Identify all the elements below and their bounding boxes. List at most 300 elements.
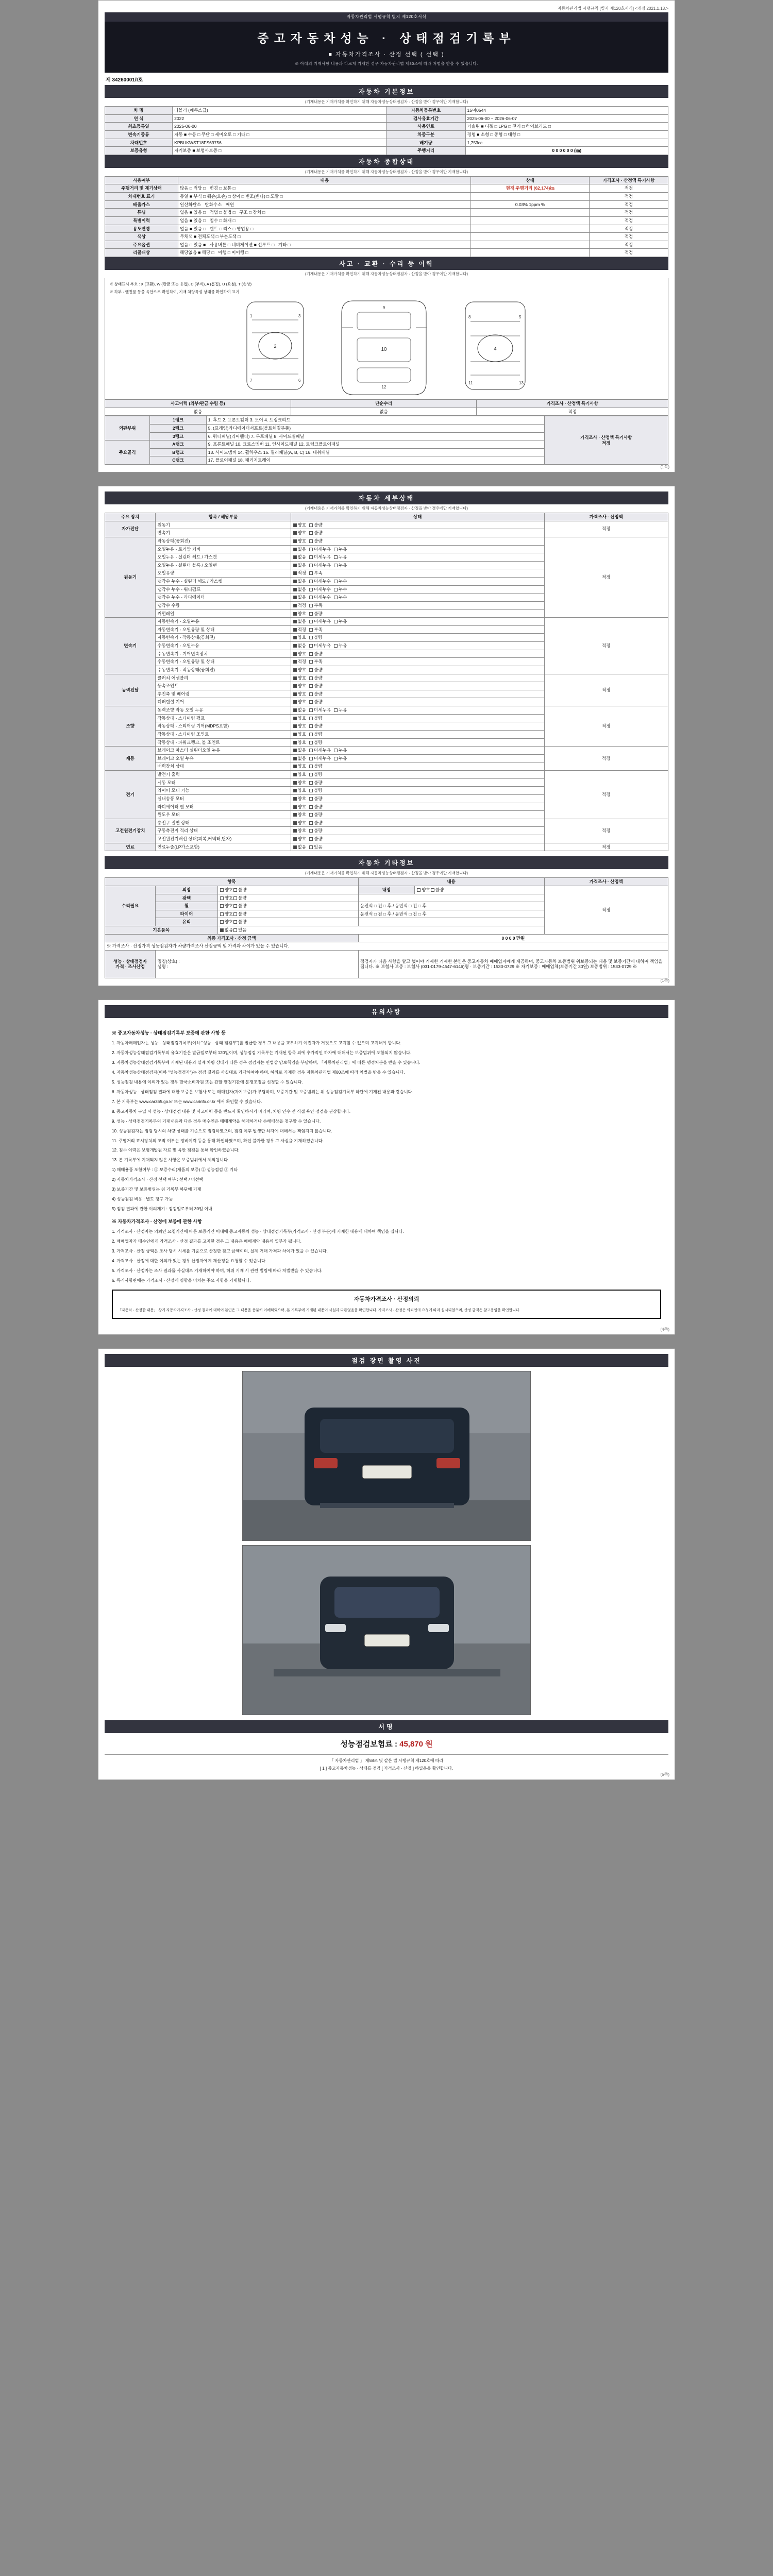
option-checkbox[interactable] bbox=[293, 723, 306, 729]
notice-item: 7. 본 기록부는 www.car365.go.kr 또는 www.carinfo.or.kr 에서 확인할 수 있습니다. bbox=[112, 1099, 262, 1104]
item-basic-equipment: 기본품목 bbox=[105, 926, 218, 935]
option-item[interactable]: 없음 ■ 있음 □ bbox=[180, 210, 206, 215]
wheel-position[interactable]: 운전석 □ 전 □ 후 / 동반석 □ 전 □ 후 bbox=[358, 902, 544, 910]
checkbox-icon[interactable] bbox=[309, 708, 313, 712]
option-checkbox[interactable] bbox=[333, 748, 347, 753]
option-checkbox[interactable] bbox=[293, 788, 306, 793]
option-checkbox[interactable] bbox=[293, 836, 306, 842]
option-item[interactable]: 기타 □ bbox=[278, 242, 291, 247]
checkbox-icon[interactable] bbox=[309, 652, 313, 656]
option-checkbox[interactable] bbox=[309, 828, 322, 834]
option-checkbox[interactable] bbox=[309, 683, 322, 689]
option-checkbox[interactable] bbox=[333, 595, 347, 600]
option-checkbox[interactable] bbox=[309, 611, 322, 617]
detail-item-options[interactable] bbox=[291, 594, 544, 602]
option-item[interactable]: 변경 □ 보통 □ bbox=[209, 185, 236, 191]
detail-item-options[interactable] bbox=[291, 537, 544, 545]
declaration-box bbox=[112, 1290, 661, 1319]
option-checkbox[interactable] bbox=[309, 812, 322, 818]
checkbox-icon[interactable] bbox=[309, 797, 313, 801]
checkbox-icon[interactable] bbox=[293, 805, 297, 809]
checkbox-icon[interactable] bbox=[309, 604, 313, 607]
option-checkbox[interactable] bbox=[333, 756, 347, 761]
checkbox-icon[interactable] bbox=[309, 531, 313, 535]
option-checkbox[interactable] bbox=[309, 732, 322, 737]
option-checkbox[interactable] bbox=[309, 595, 331, 600]
option-label: 불량 bbox=[314, 795, 323, 801]
option-label: 양호 bbox=[297, 731, 307, 737]
detail-item-options[interactable] bbox=[291, 642, 544, 650]
option-label: 양호 bbox=[297, 764, 307, 769]
checkbox-icon[interactable] bbox=[293, 765, 297, 768]
option-checkbox[interactable] bbox=[333, 563, 347, 568]
option-checkbox[interactable] bbox=[309, 772, 322, 777]
option-checkbox[interactable] bbox=[293, 554, 306, 560]
option-checkbox[interactable] bbox=[293, 530, 306, 536]
option-checkbox[interactable] bbox=[309, 603, 322, 608]
option-checkbox[interactable] bbox=[293, 764, 306, 769]
interior-options[interactable]: 양호 불량 bbox=[415, 886, 544, 894]
option-checkbox[interactable] bbox=[309, 740, 322, 745]
checkbox-icon[interactable] bbox=[293, 548, 297, 551]
declaration-body: 「자동차 · 산정한 내용」 상기 자동차가격조사 · 산정 결과에 대하여 본인은 그 내용을 충분히 이해하였으며, 본 기록부에 기재된 내용이 사실과 다름없음을 확인합니다. 가격조사 · 산정은 의뢰인의 요청에 따라 실시되었으며, 산정 금액은 참고용임을 확인합니다. bbox=[118, 1308, 520, 1312]
checkbox-icon[interactable] bbox=[334, 749, 338, 752]
option-checkbox[interactable] bbox=[293, 579, 306, 584]
detail-item-options[interactable] bbox=[291, 819, 544, 827]
option-item[interactable]: 구조 □ 장치 □ bbox=[239, 210, 265, 215]
checkbox-icon[interactable] bbox=[309, 660, 313, 664]
detail-item-options[interactable] bbox=[291, 674, 544, 682]
row-note: 적정 bbox=[589, 184, 668, 193]
detail-item-options[interactable] bbox=[291, 529, 544, 537]
checkbox-icon[interactable] bbox=[293, 588, 297, 591]
detail-item-label: 구동축전지 격리 상태 bbox=[156, 827, 291, 835]
row-options[interactable]: 무채색 ■ 전체도색 □ 부분도색 □ bbox=[178, 233, 471, 241]
option-checkbox[interactable] bbox=[293, 844, 306, 850]
svg-text:2: 2 bbox=[274, 344, 277, 349]
option-checkbox[interactable] bbox=[309, 756, 331, 761]
detail-item-label: 라디에이터 팬 모터 bbox=[156, 803, 291, 811]
option-checkbox[interactable] bbox=[293, 603, 306, 608]
detail-item-options[interactable] bbox=[291, 706, 544, 715]
checkbox-icon[interactable] bbox=[309, 571, 313, 575]
option-checkbox[interactable] bbox=[309, 667, 322, 673]
option-checkbox[interactable] bbox=[293, 732, 306, 737]
detail-item-options[interactable] bbox=[291, 682, 544, 690]
checkbox-icon[interactable] bbox=[293, 829, 297, 833]
option-checkbox[interactable] bbox=[293, 651, 306, 657]
checkbox-icon[interactable] bbox=[309, 749, 313, 752]
checkbox-icon[interactable] bbox=[293, 845, 297, 849]
option-checkbox[interactable] bbox=[293, 659, 306, 665]
checkbox-icon[interactable] bbox=[309, 620, 313, 623]
detail-item-options[interactable] bbox=[291, 521, 544, 529]
option-label: 미세누유 bbox=[314, 619, 331, 624]
option-label: 미세누유 bbox=[314, 562, 331, 568]
detail-item-options[interactable] bbox=[291, 698, 544, 706]
option-checkbox[interactable] bbox=[333, 707, 347, 713]
checkbox-icon[interactable] bbox=[293, 652, 297, 656]
option-checkbox[interactable] bbox=[293, 538, 306, 544]
option-checkbox[interactable] bbox=[293, 748, 306, 753]
option-checkbox[interactable] bbox=[333, 587, 347, 592]
option-checkbox[interactable] bbox=[333, 554, 347, 560]
detail-item-options[interactable] bbox=[291, 787, 544, 795]
checkbox-icon[interactable] bbox=[293, 620, 297, 623]
option-checkbox[interactable] bbox=[293, 772, 306, 777]
detail-item-options[interactable] bbox=[291, 747, 544, 755]
table-row bbox=[105, 216, 668, 225]
detail-item-options[interactable] bbox=[291, 714, 544, 722]
exterior-options[interactable]: 양호 불량 bbox=[217, 886, 358, 894]
option-checkbox[interactable] bbox=[293, 667, 306, 673]
cell-label: 최초등록일 bbox=[105, 123, 173, 131]
option-checkbox[interactable] bbox=[309, 579, 331, 584]
svg-text:9: 9 bbox=[382, 306, 385, 310]
option-label: 부족 bbox=[314, 602, 323, 608]
checkbox-icon[interactable] bbox=[309, 564, 313, 567]
photo-front-view bbox=[243, 1546, 531, 1715]
checkbox-icon[interactable] bbox=[334, 708, 338, 712]
checkbox-icon[interactable] bbox=[293, 837, 297, 841]
checkbox-icon[interactable] bbox=[334, 620, 338, 623]
option-checkbox[interactable] bbox=[309, 699, 322, 705]
notice-body bbox=[105, 1018, 668, 1327]
detail-item-options[interactable] bbox=[291, 650, 544, 658]
detail-item-options[interactable] bbox=[291, 625, 544, 634]
checkbox-icon[interactable] bbox=[293, 724, 297, 728]
option-checkbox[interactable] bbox=[309, 538, 322, 544]
checkbox-icon[interactable] bbox=[293, 628, 297, 632]
option-checkbox[interactable] bbox=[309, 804, 322, 810]
inspector-name-field[interactable] bbox=[156, 950, 358, 978]
option-checkbox[interactable] bbox=[309, 651, 322, 657]
detail-item-options[interactable] bbox=[291, 618, 544, 626]
option-checkbox[interactable] bbox=[333, 619, 347, 624]
checkbox-icon[interactable] bbox=[309, 548, 313, 551]
option-item[interactable]: 많음 □ 적당 □ bbox=[180, 185, 206, 191]
detail-item-options[interactable] bbox=[291, 601, 544, 609]
checkbox-icon[interactable] bbox=[293, 749, 297, 752]
notice-item-2: 2. 매매업자가 매수인에게 가격조사 · 산정 결과를 고지한 경우 그 내용은 매매계약 내용의 일부가 됩니다. bbox=[112, 1239, 301, 1244]
svg-text:1: 1 bbox=[250, 314, 253, 318]
checkbox-icon[interactable] bbox=[309, 588, 313, 591]
detail-item-options[interactable] bbox=[291, 585, 544, 594]
group-label-outer-panel: 외판부위 bbox=[105, 416, 150, 440]
checkbox-icon[interactable] bbox=[293, 604, 297, 607]
option-item[interactable]: 렌트 □ 리스 □ 영업용 □ bbox=[209, 226, 254, 231]
checkbox-icon[interactable] bbox=[293, 692, 297, 696]
checkbox-icon[interactable] bbox=[293, 571, 297, 575]
checkbox-icon[interactable] bbox=[309, 700, 313, 704]
checkbox-icon[interactable] bbox=[309, 789, 313, 792]
checkbox-icon[interactable] bbox=[293, 700, 297, 704]
checkbox-icon[interactable] bbox=[293, 668, 297, 672]
row-label: 특별이력 bbox=[105, 216, 178, 225]
checkbox-icon[interactable] bbox=[293, 660, 297, 664]
option-checkbox[interactable] bbox=[309, 764, 322, 769]
checkbox-icon[interactable] bbox=[309, 612, 313, 616]
option-checkbox[interactable] bbox=[293, 619, 306, 624]
notice-item: 4. 자동차성능상태점검자(이하 "성능점검자")는 점검 결과를 사실대로 기재하여야 하며, 허위로 기재한 경우 자동차관리법 제80조에 따라 처벌을 받을 수 있습니다. bbox=[112, 1070, 405, 1075]
checkbox-icon[interactable] bbox=[309, 692, 313, 696]
detail-group-label: 고전원전기장치 bbox=[105, 819, 156, 843]
option-checkbox[interactable] bbox=[293, 828, 306, 834]
checkbox-icon[interactable] bbox=[334, 555, 338, 559]
checkbox-icon[interactable] bbox=[293, 555, 297, 559]
option-checkbox[interactable] bbox=[293, 780, 306, 786]
option-label: 불량 bbox=[314, 635, 323, 640]
option-item[interactable]: 침수 □ 화재 □ bbox=[209, 217, 236, 223]
detail-item-options[interactable] bbox=[291, 811, 544, 819]
option-checkbox[interactable] bbox=[293, 587, 306, 592]
option-checkbox[interactable] bbox=[309, 723, 322, 729]
option-checkbox[interactable] bbox=[309, 619, 331, 624]
row-note: 적정 bbox=[589, 200, 668, 209]
detail-item-options[interactable] bbox=[291, 754, 544, 762]
option-checkbox[interactable] bbox=[293, 691, 306, 697]
checkbox-icon[interactable] bbox=[309, 733, 313, 736]
checkbox-icon[interactable] bbox=[293, 636, 297, 639]
checkbox-icon[interactable] bbox=[309, 741, 313, 744]
detail-item-options[interactable] bbox=[291, 778, 544, 787]
checkbox-icon[interactable] bbox=[293, 612, 297, 616]
checkbox-icon[interactable] bbox=[309, 724, 313, 728]
option-checkbox[interactable] bbox=[309, 796, 322, 802]
checkbox-icon[interactable] bbox=[293, 797, 297, 801]
checkbox-icon[interactable] bbox=[309, 773, 313, 776]
row-options[interactable]: 동일 ■ 부식 □ 훼손(오손) □ 상이 □ 변조(변타) □ 도말 □ bbox=[178, 193, 471, 201]
option-checkbox[interactable] bbox=[293, 820, 306, 826]
checkbox-icon[interactable] bbox=[309, 765, 313, 768]
checkbox-icon[interactable] bbox=[334, 564, 338, 567]
checkbox-icon[interactable] bbox=[293, 773, 297, 776]
option-checkbox[interactable] bbox=[333, 643, 347, 649]
checkbox-icon[interactable] bbox=[293, 789, 297, 792]
option-checkbox[interactable] bbox=[309, 547, 331, 552]
detail-item-options[interactable] bbox=[291, 569, 544, 578]
option-checkbox[interactable] bbox=[309, 844, 322, 850]
option-checkbox[interactable] bbox=[293, 635, 306, 640]
option-checkbox[interactable] bbox=[293, 563, 306, 568]
page-subtitle: ■ 자동차가격조사 · 산정 선택 ( 선택 ) bbox=[328, 52, 445, 58]
option-checkbox[interactable] bbox=[333, 579, 347, 584]
checkbox-icon[interactable] bbox=[309, 628, 313, 632]
detail-item-options[interactable] bbox=[291, 803, 544, 811]
option-item[interactable]: 해당없음 ■ 해당 □ bbox=[180, 250, 214, 256]
option-checkbox[interactable] bbox=[293, 570, 306, 576]
checkbox-icon[interactable] bbox=[293, 564, 297, 567]
detail-item-label: 자동변속기 - 오일유량 및 상태 bbox=[156, 625, 291, 634]
option-label: 적정 bbox=[297, 659, 307, 665]
checkbox-icon[interactable] bbox=[309, 636, 313, 639]
checkbox-icon[interactable] bbox=[293, 580, 297, 583]
option-label: 불량 bbox=[314, 788, 323, 793]
checkbox-icon[interactable] bbox=[309, 845, 313, 849]
table-header-row bbox=[105, 878, 668, 886]
option-checkbox[interactable] bbox=[309, 820, 322, 826]
table-row bbox=[105, 747, 668, 755]
checkbox-icon[interactable] bbox=[334, 644, 338, 648]
detail-item-options[interactable] bbox=[291, 666, 544, 674]
checkbox-icon[interactable] bbox=[293, 596, 297, 599]
checkbox-icon[interactable] bbox=[309, 644, 313, 648]
checkbox-icon[interactable] bbox=[293, 676, 297, 680]
option-checkbox[interactable] bbox=[293, 756, 306, 761]
option-checkbox[interactable] bbox=[309, 587, 331, 592]
checkbox-icon[interactable] bbox=[334, 580, 338, 583]
detail-item-options[interactable] bbox=[291, 730, 544, 738]
checkbox-icon[interactable] bbox=[309, 676, 313, 680]
detail-item-options[interactable] bbox=[291, 634, 544, 642]
option-checkbox[interactable] bbox=[293, 595, 306, 600]
checkbox-icon[interactable] bbox=[309, 717, 313, 720]
option-checkbox[interactable] bbox=[293, 740, 306, 745]
checkbox-icon[interactable] bbox=[309, 580, 313, 583]
detail-item-options[interactable] bbox=[291, 843, 544, 851]
option-checkbox[interactable] bbox=[309, 530, 322, 536]
option-checkbox[interactable] bbox=[293, 643, 306, 649]
checkbox-icon[interactable] bbox=[334, 548, 338, 551]
checkbox-icon[interactable] bbox=[309, 837, 313, 841]
option-checkbox[interactable] bbox=[309, 563, 331, 568]
option-item[interactable]: 이행 □ 미이행 □ bbox=[218, 250, 248, 256]
checkbox-icon[interactable] bbox=[293, 523, 297, 527]
option-label: 없음 bbox=[297, 562, 307, 568]
detail-item-options[interactable] bbox=[291, 722, 544, 731]
detail-item-options[interactable] bbox=[291, 545, 544, 553]
checkbox-icon[interactable] bbox=[309, 805, 313, 809]
detail-item-label: 동력조향 작동 오일 누유 bbox=[156, 706, 291, 715]
wheel-options[interactable]: 양호 불량 bbox=[217, 902, 358, 910]
checkbox-icon[interactable] bbox=[309, 523, 313, 527]
option-checkbox[interactable] bbox=[309, 627, 322, 633]
inspector-label-text: 성능 · 상태점검자 bbox=[113, 958, 147, 964]
checkbox-icon[interactable] bbox=[293, 821, 297, 825]
checkbox-icon[interactable] bbox=[309, 757, 313, 760]
glass-options[interactable]: 양호 불량 bbox=[217, 918, 358, 926]
option-checkbox[interactable] bbox=[293, 627, 306, 633]
table-row bbox=[105, 147, 668, 155]
detail-item-options[interactable] bbox=[291, 738, 544, 747]
checkbox-icon[interactable] bbox=[293, 531, 297, 535]
detail-item-options[interactable] bbox=[291, 690, 544, 698]
item-wheel: 휠 bbox=[156, 902, 217, 910]
polish-options[interactable]: 양호 불량 bbox=[217, 894, 358, 902]
parts-list: 17. 플로어패널 18. 패키지트레이 bbox=[206, 456, 544, 465]
checkbox-icon[interactable] bbox=[293, 741, 297, 744]
option-item[interactable]: 사용버튼 □ 네비게이션 ■ 선루프 □ bbox=[209, 242, 275, 247]
table-row bbox=[105, 184, 668, 193]
detail-item-options[interactable] bbox=[291, 561, 544, 569]
option-checkbox[interactable] bbox=[309, 780, 322, 786]
checkbox-icon[interactable] bbox=[309, 813, 313, 817]
option-checkbox[interactable] bbox=[293, 611, 306, 617]
option-checkbox[interactable] bbox=[293, 707, 306, 713]
option-checkbox[interactable] bbox=[309, 643, 331, 649]
checkbox-icon[interactable] bbox=[309, 539, 313, 543]
option-checkbox[interactable] bbox=[293, 547, 306, 552]
option-checkbox[interactable] bbox=[293, 796, 306, 802]
option-label: 누수 bbox=[338, 579, 347, 584]
checkbox-icon[interactable] bbox=[309, 821, 313, 825]
option-item[interactable]: 없음 □ 있음 ■ bbox=[180, 242, 206, 247]
option-checkbox[interactable] bbox=[309, 836, 322, 842]
option-checkbox[interactable] bbox=[293, 812, 306, 818]
tire-position[interactable]: 운전석 □ 전 □ 후 / 동반석 □ 전 □ 후 bbox=[358, 910, 544, 918]
option-checkbox[interactable] bbox=[309, 716, 322, 721]
option-item[interactable]: 없음 ■ 있음 □ bbox=[180, 217, 206, 223]
option-item[interactable]: 적법 □ 불법 □ bbox=[209, 210, 236, 215]
detail-item-options[interactable] bbox=[291, 553, 544, 562]
detail-item-options[interactable] bbox=[291, 835, 544, 843]
option-checkbox[interactable] bbox=[309, 788, 322, 793]
page-title: 중고자동차성능 · 상태점검기록부 bbox=[257, 31, 516, 45]
checkbox-icon[interactable] bbox=[334, 596, 338, 599]
checkbox-icon[interactable] bbox=[309, 829, 313, 833]
checkbox-icon[interactable] bbox=[293, 717, 297, 720]
option-checkbox[interactable] bbox=[309, 675, 322, 681]
checkbox-icon[interactable] bbox=[309, 781, 313, 785]
option-checkbox[interactable] bbox=[293, 675, 306, 681]
checkbox-icon[interactable] bbox=[309, 555, 313, 559]
option-checkbox[interactable] bbox=[309, 659, 322, 665]
checkbox-icon[interactable] bbox=[293, 539, 297, 543]
detail-item-options[interactable] bbox=[291, 578, 544, 586]
detail-item-options[interactable] bbox=[291, 771, 544, 779]
option-checkbox[interactable] bbox=[293, 699, 306, 705]
option-checkbox[interactable] bbox=[293, 716, 306, 721]
detail-item-options[interactable] bbox=[291, 658, 544, 666]
tire-options[interactable]: 양호 불량 bbox=[217, 910, 358, 918]
detail-item-options[interactable] bbox=[291, 794, 544, 803]
checkbox-icon[interactable] bbox=[293, 644, 297, 648]
option-checkbox[interactable] bbox=[293, 522, 306, 528]
checkbox-icon[interactable] bbox=[334, 588, 338, 591]
option-item[interactable]: 없음 ■ 있음 □ bbox=[180, 226, 206, 231]
option-checkbox[interactable] bbox=[309, 522, 322, 528]
rank-label: 1랭크 bbox=[150, 416, 206, 425]
detail-item-options[interactable] bbox=[291, 827, 544, 835]
table-row bbox=[105, 209, 668, 217]
checkbox-icon[interactable] bbox=[293, 781, 297, 785]
checkbox-icon[interactable] bbox=[309, 596, 313, 599]
checkbox-icon[interactable] bbox=[334, 757, 338, 760]
basic-equipment-options[interactable]: 없음 있음 bbox=[217, 926, 544, 935]
fee-value: 45,870 원 bbox=[399, 1739, 433, 1749]
detail-item-options[interactable] bbox=[291, 762, 544, 771]
option-checkbox[interactable] bbox=[293, 683, 306, 689]
detail-item-options[interactable] bbox=[291, 609, 544, 618]
checkbox-icon[interactable] bbox=[293, 708, 297, 712]
checkbox-icon[interactable] bbox=[293, 757, 297, 760]
checkbox-icon[interactable] bbox=[309, 684, 313, 688]
option-checkbox[interactable] bbox=[309, 570, 322, 576]
option-checkbox[interactable] bbox=[309, 748, 331, 753]
option-checkbox[interactable] bbox=[309, 554, 331, 560]
checkbox-icon[interactable] bbox=[293, 684, 297, 688]
option-checkbox[interactable] bbox=[333, 547, 347, 552]
checkbox-icon[interactable] bbox=[293, 733, 297, 736]
checkbox-icon[interactable] bbox=[309, 668, 313, 672]
detail-group-price-note: 적정 bbox=[544, 819, 668, 843]
detail-group-price-note: 적정 bbox=[544, 521, 668, 537]
option-checkbox[interactable] bbox=[293, 804, 306, 810]
option-checkbox[interactable] bbox=[309, 635, 322, 640]
option-checkbox[interactable] bbox=[309, 707, 331, 713]
option-checkbox[interactable] bbox=[309, 691, 322, 697]
checkbox-icon[interactable] bbox=[293, 813, 297, 817]
